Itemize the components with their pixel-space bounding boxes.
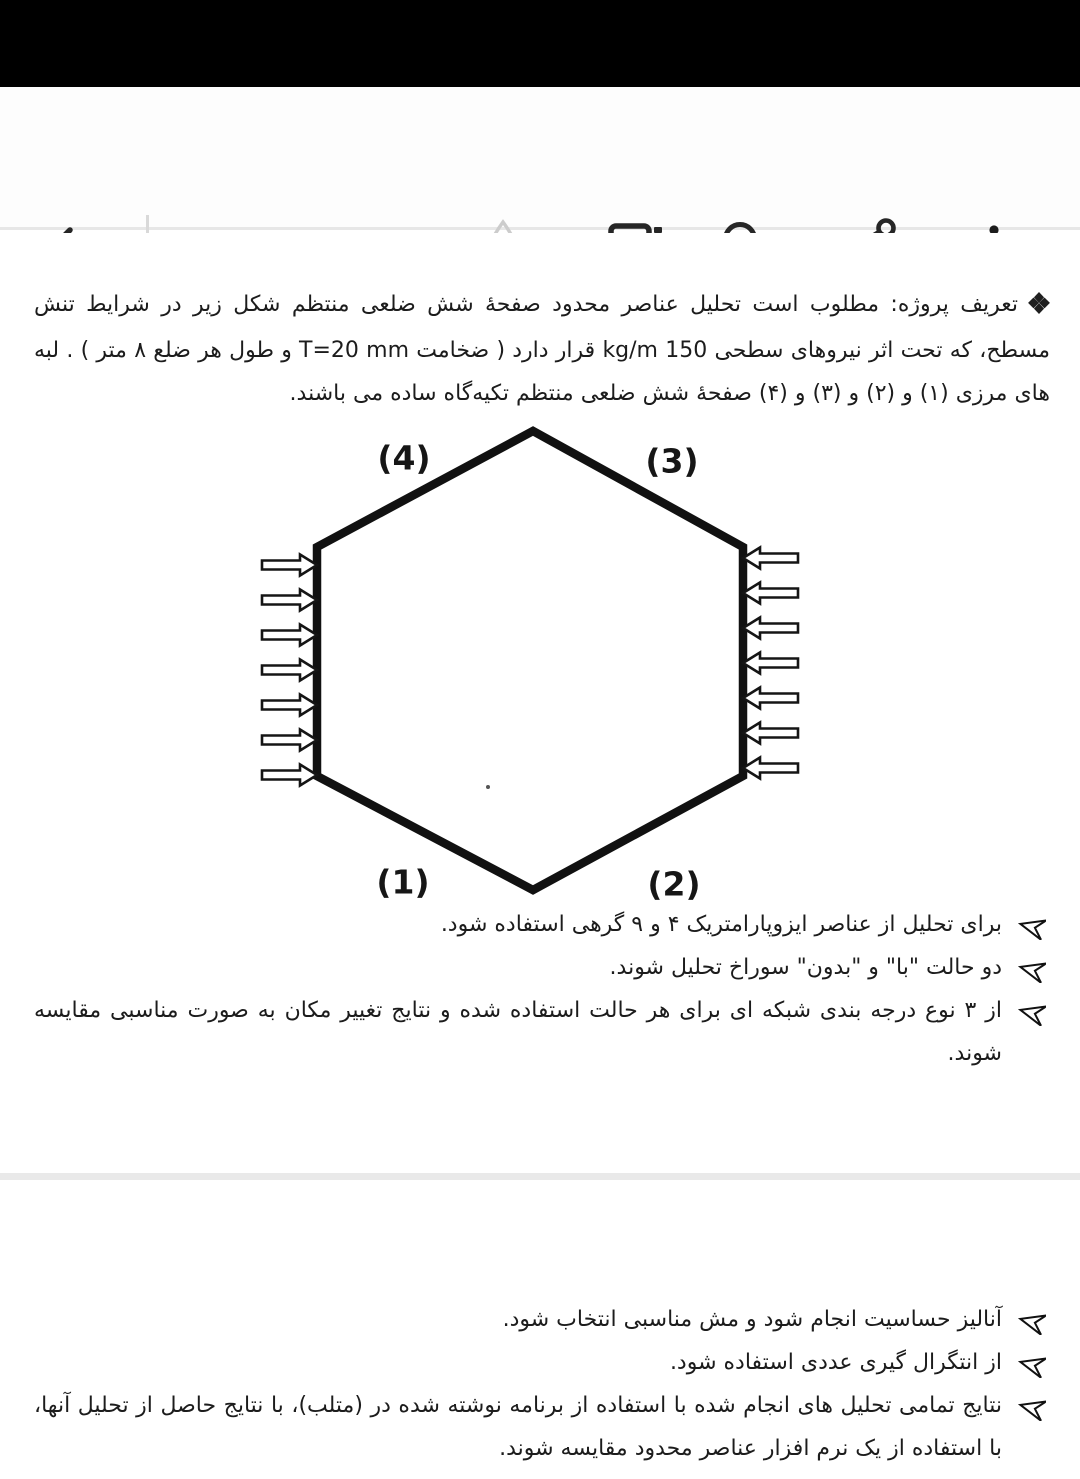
project-definition-text: تعریف پروژه: مطلوب است تحلیل عناصر محدود صفحهٔ شش ضلعی منتظم شکل زیر در شرایط تنش مسطح، که تحت اثر نیروهای سطحی 150 kg/m قرار دارد ( ضخامت T=20 mm و طول هر ضلع ۸ متر ) . لبه های مرزی (۱) و (۲) و (۳) و (۴) صفحهٔ شش ضلعی منتظم تکیه‌گاه ساده می باشند.: [34, 292, 1050, 406]
edge-label-4: (4): [377, 438, 431, 478]
toolbar: [0, 87, 1080, 230]
edge-label-2: (2): [647, 864, 701, 904]
status-bar: [0, 0, 1080, 87]
speck: [486, 785, 490, 789]
arrow-bullet-icon: [1016, 912, 1046, 938]
arrow-bullet-icon: [1016, 955, 1046, 981]
project-definition-paragraph: [34, 283, 1050, 415]
page-break-separator: [0, 1173, 1080, 1180]
arrow-bullet-icon: [1016, 1350, 1046, 1376]
list-item: نتایج تمامی تحلیل های انجام شده با استفاده از برنامه نوشته شده در (متلب)، با نتایج حاصل از تحلیل آنها، با استفاده از یک نرم افزار عناصر محدود مقایسه شوند.: [34, 1384, 1050, 1470]
analysis-notes-list: [34, 903, 1050, 1075]
edge-label-3: (3): [645, 441, 699, 481]
arrow-bullet-icon: [1016, 1393, 1046, 1419]
list-item: از ۳ نوع درجه بندی شبکه ای برای هر حالت استفاده شده و نتایج تغییر مکان به صورت مناسبی مقایسه شوند.: [34, 989, 1050, 1075]
hexagon-figure: [0, 420, 1080, 915]
diamond-bullet-icon: [1028, 286, 1050, 329]
list-item: برای تحلیل از عناصر ایزوپارامتریک ۴ و ۹ گرهی استفاده شود.: [34, 903, 1050, 946]
hexagon-outline: [317, 431, 743, 890]
pressure-arrows: [262, 548, 798, 786]
list-item: از انتگرال گیری عددی استفاده شود.: [34, 1341, 1050, 1384]
arrow-bullet-icon: [1016, 1307, 1046, 1333]
arrow-bullet-icon: [1016, 998, 1046, 1024]
list-item: دو حالت "با" و "بدون" سوراخ تحلیل شوند.: [34, 946, 1050, 989]
requirements-notes-list: [34, 1298, 1050, 1470]
edge-label-1: (1): [376, 862, 430, 902]
list-item: آنالیز حساسیت انجام شود و مش مناسبی انتخاب شود.: [34, 1298, 1050, 1341]
